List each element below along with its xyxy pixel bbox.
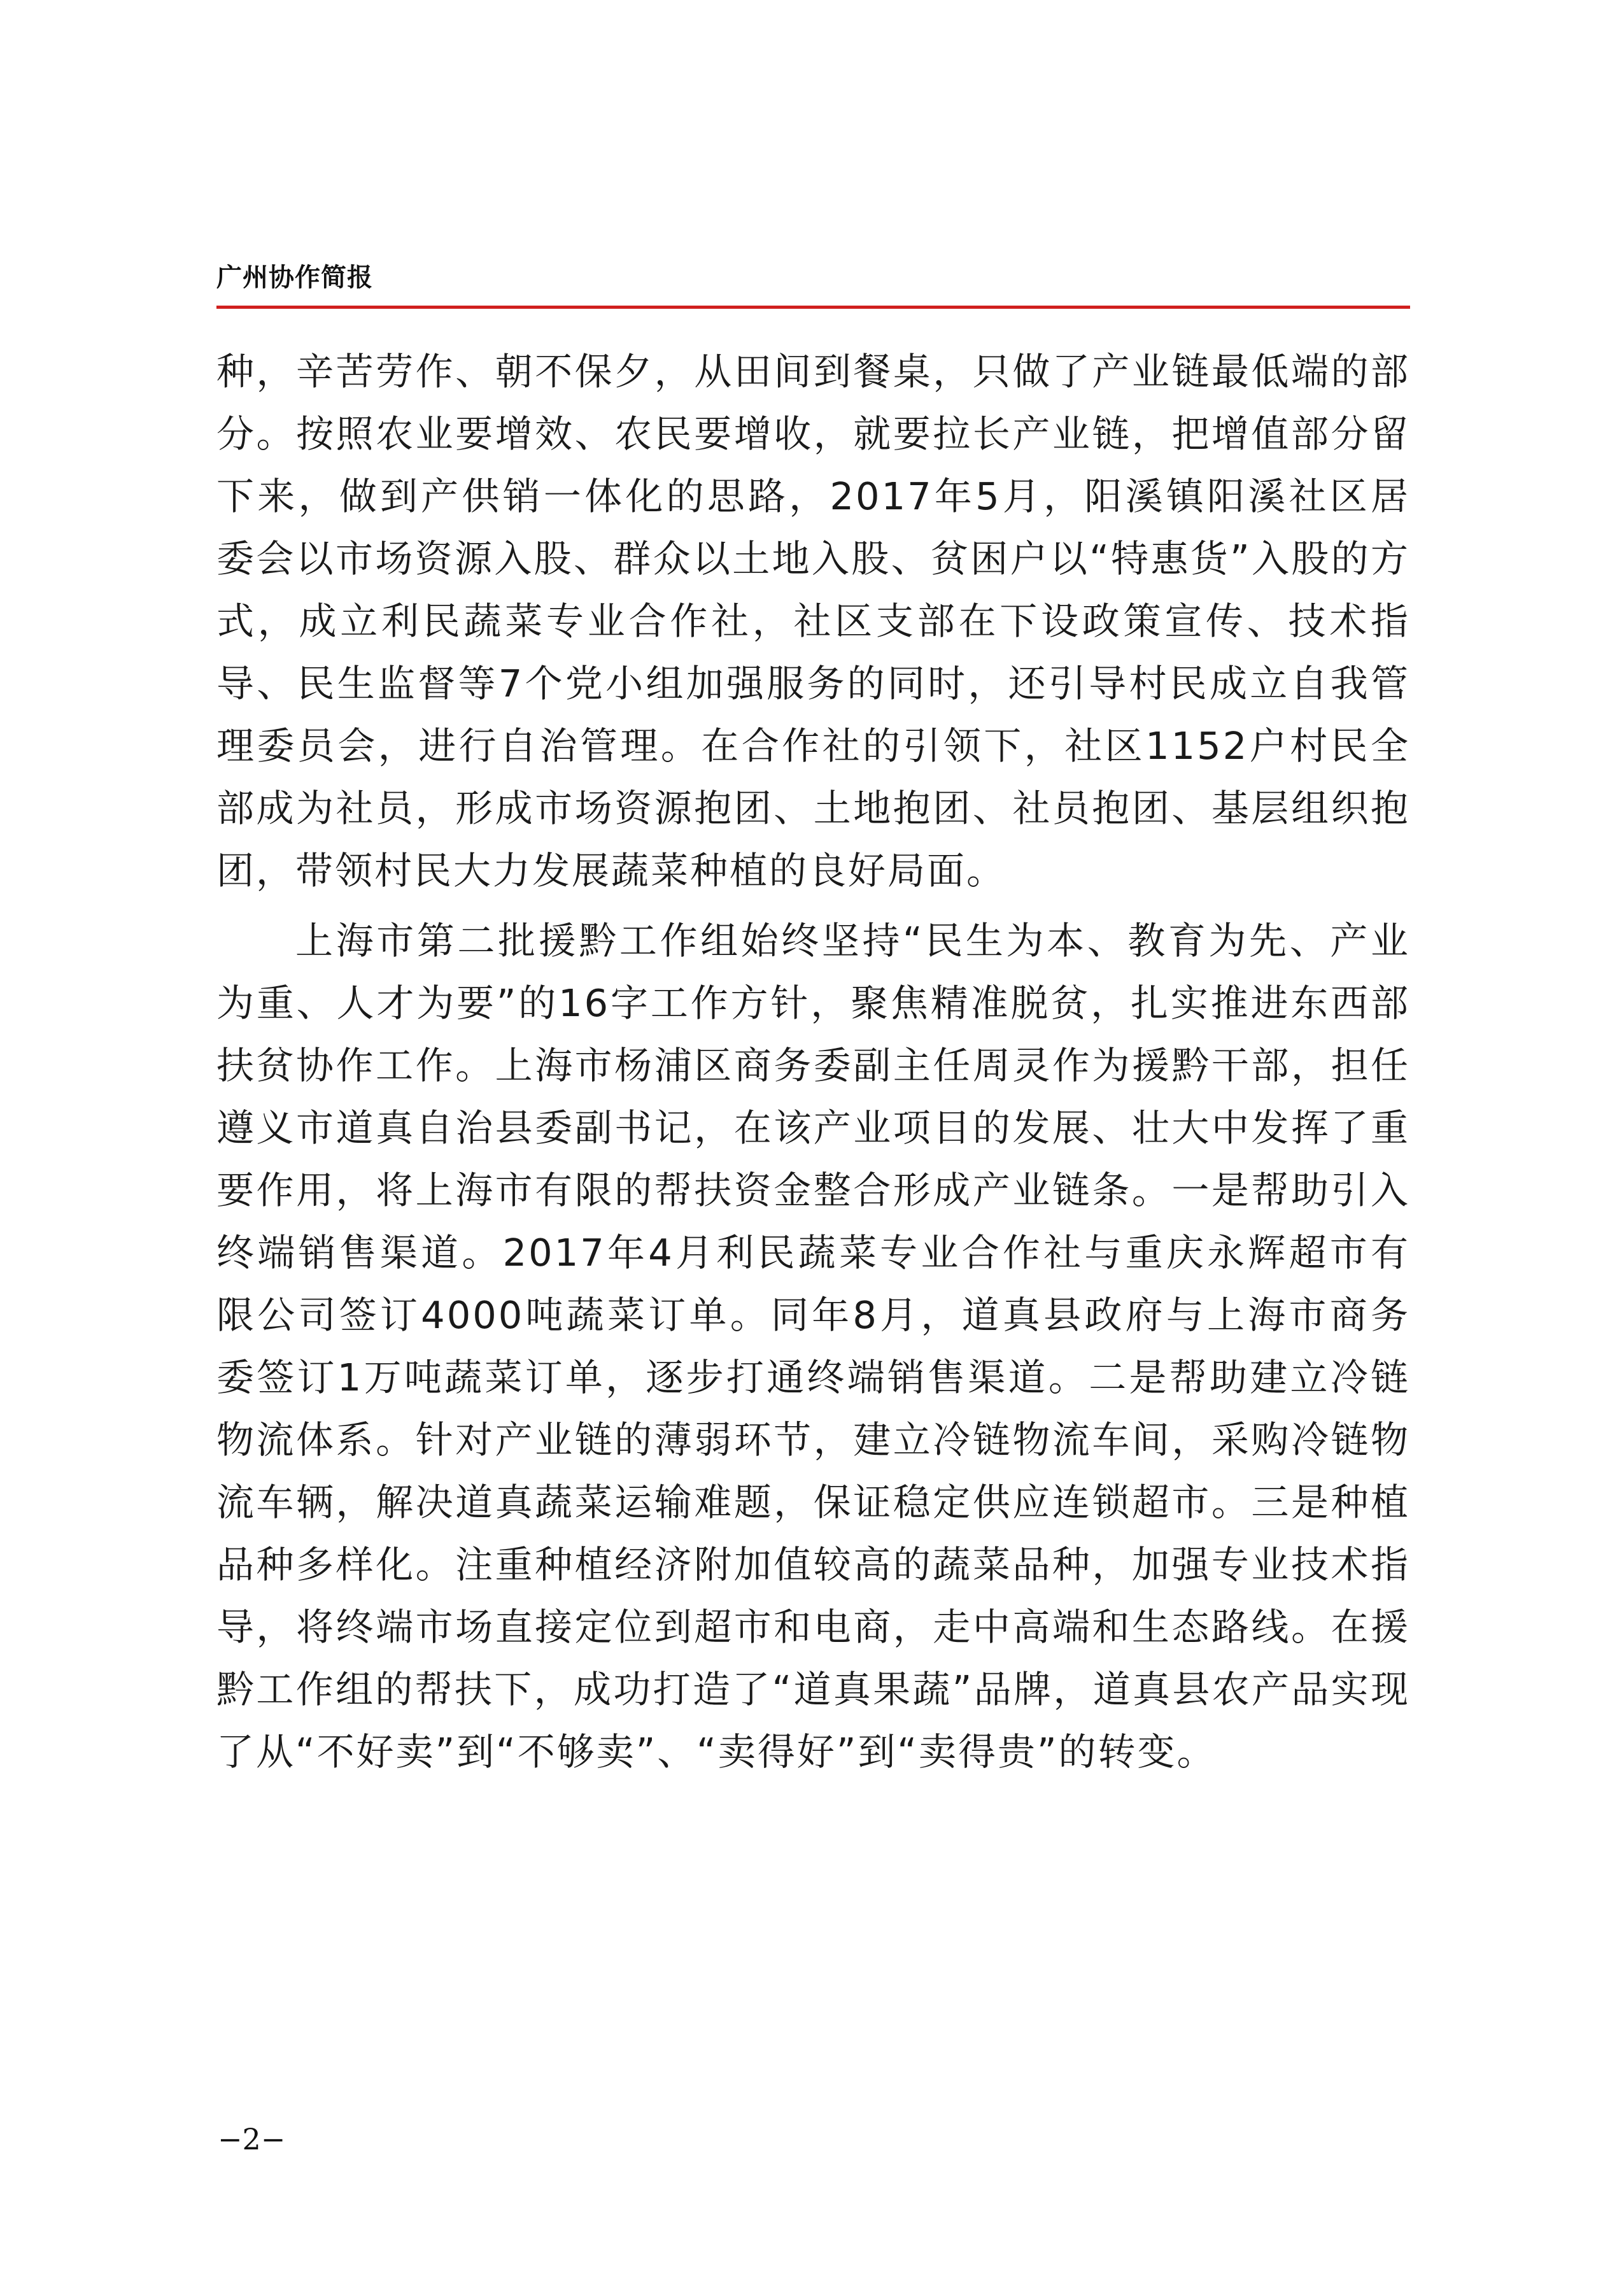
- header-divider: [216, 306, 1410, 309]
- page-number: −2−: [218, 2122, 286, 2156]
- paragraph-shanghai-aid: 上海市第二批援黔工作组始终坚持“民生为本、教育为先、产业为重、人才为要”的16字工作方针，聚焦精准脱贫，扎实推进东西部扶贫协作工作。上海市杨浦区商务委副主任周灵作为援黔干部，担任遵义市道真自治县委副书记，在该产业项目的发展、壮大中发挥了重要作用，将上海市有限的帮扶资金整合形成产业链条。一是帮助引入终端销售渠道。2017年4月利民蔬菜专业合作社与重庆永辉超市有限公司签订4000吨蔬菜订单。同年8月，道真县政府与上海市商务委签订1万吨蔬菜订单，逐步打通终端销售渠道。二是帮助建立冷链物流体系。针对产业链的薄弱环节，建立冷链物流车间，采购冷链物流车辆，解决道真蔬菜运输难题，保证稳定供应连锁超市。三是种植品种多样化。注重种植经济附加值较高的蔬菜品种，加强专业技术指导，将终端市场直接定位到超市和电商，走中高端和生态路线。在援黔工作组的帮扶下，成功打造了“道真果蔬”品牌，道真县农产品实现了从“不好卖”到“不够卖”、“卖得好”到“卖得贵”的转变。: [216, 919, 1410, 1774]
- paragraph-continuation: 种，辛苦劳作、朝不保夕，从田间到餐桌，只做了产业链最低端的部分。按照农业要增效、农民要增收，就要拉长产业链，把增值部分留下来，做到产供销一体化的思路，2017年5月，阳溪镇阳溪社区居委会以市场资源入股、群众以土地入股、贫困户以“特惠货”入股的方式，成立利民蔬菜专业合作社，社区支部在下设政策宣传、技术指导、民生监督等7个党小组加强服务的同时，还引导村民成立自我管理委员会，进行自治管理。在合作社的引领下，社区1152户村民全部成为社员，形成市场资源抱团、土地抱团、社员抱团、基层组织抱团，带领村民大力发展蔬菜种植的良好局面。: [216, 350, 1410, 893]
- page-header-title: 广州协作简报: [216, 263, 373, 292]
- document-body: [216, 341, 1410, 1791]
